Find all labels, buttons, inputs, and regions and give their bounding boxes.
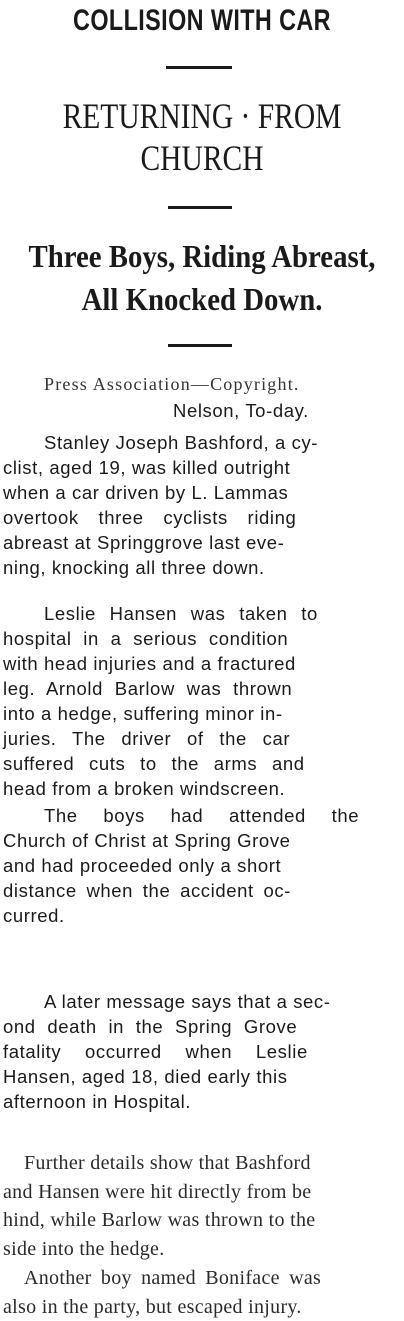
text-line: also in the party, but escaped injury. xyxy=(0,1293,321,1321)
text-line: head from a broken windscreen. xyxy=(0,776,318,801)
text-line: A later message says that a sec- xyxy=(0,989,331,1014)
paragraph-4 xyxy=(0,989,331,1114)
paragraph-3 xyxy=(0,803,359,928)
text-line: fatality occurred when Leslie xyxy=(0,1039,331,1064)
text-line: into a hedge, suffering minor in- xyxy=(0,701,318,726)
text-line: abreast at Springgrove last eve- xyxy=(0,530,318,555)
text-line: Further details show that Bashford xyxy=(0,1149,315,1178)
paragraph-5 xyxy=(0,1149,315,1263)
paragraph-2 xyxy=(0,601,318,801)
text-line: ond death in the Spring Grove xyxy=(0,1014,331,1039)
divider-rule xyxy=(166,66,232,69)
text-line: distance when the accident oc- xyxy=(0,878,359,903)
text-line: curred. xyxy=(0,903,359,928)
subhead-line-2: CHURCH xyxy=(36,137,367,179)
text-line: when a car driven by L. Lammas xyxy=(0,480,318,505)
text-line: afternoon in Hospital. xyxy=(0,1089,331,1114)
text-line: and had proceeded only a short xyxy=(0,853,359,878)
text-line: Church of Christ at Spring Grove xyxy=(0,828,359,853)
text-line: juries. The driver of the car xyxy=(0,726,318,751)
text-line: and Hansen were hit directly from be xyxy=(0,1178,315,1207)
text-line: Another boy named Boniface was xyxy=(0,1264,321,1293)
paragraph-1 xyxy=(0,430,318,580)
text-line: hospital in a serious condition xyxy=(0,626,318,651)
text-line: side into the hedge. xyxy=(0,1235,315,1264)
text-line: clist, aged 19, was killed outright xyxy=(0,455,318,480)
deck-line-1: Three Boys, Riding Abreast, xyxy=(20,238,384,275)
subhead-line-1: RETURNING · FROM xyxy=(36,95,367,137)
text-line: leg. Arnold Barlow was thrown xyxy=(0,676,318,701)
paragraph-6 xyxy=(0,1264,321,1321)
dateline-place: Nelson, To-day. xyxy=(173,398,309,423)
text-line: with head injuries and a fractured xyxy=(0,651,318,676)
divider-rule xyxy=(168,206,232,209)
text-line: Stanley Joseph Bashford, a cy- xyxy=(0,430,318,455)
text-line: The boys had attended the xyxy=(0,803,359,828)
text-line: Leslie Hansen was taken to xyxy=(0,601,318,626)
headline: COLLISION WITH CAR xyxy=(44,4,359,38)
text-line: hind, while Barlow was thrown to the xyxy=(0,1206,315,1235)
text-line: overtook three cyclists riding xyxy=(0,505,318,530)
text-line: suffered cuts to the arms and xyxy=(0,751,318,776)
text-line: Hansen, aged 18, died early this xyxy=(0,1064,331,1089)
deck-line-2: All Knocked Down. xyxy=(20,281,384,318)
text-line: ning, knocking all three down. xyxy=(0,555,318,580)
divider-rule xyxy=(168,344,232,347)
press-credit: Press Association—Copyright. xyxy=(44,370,300,399)
